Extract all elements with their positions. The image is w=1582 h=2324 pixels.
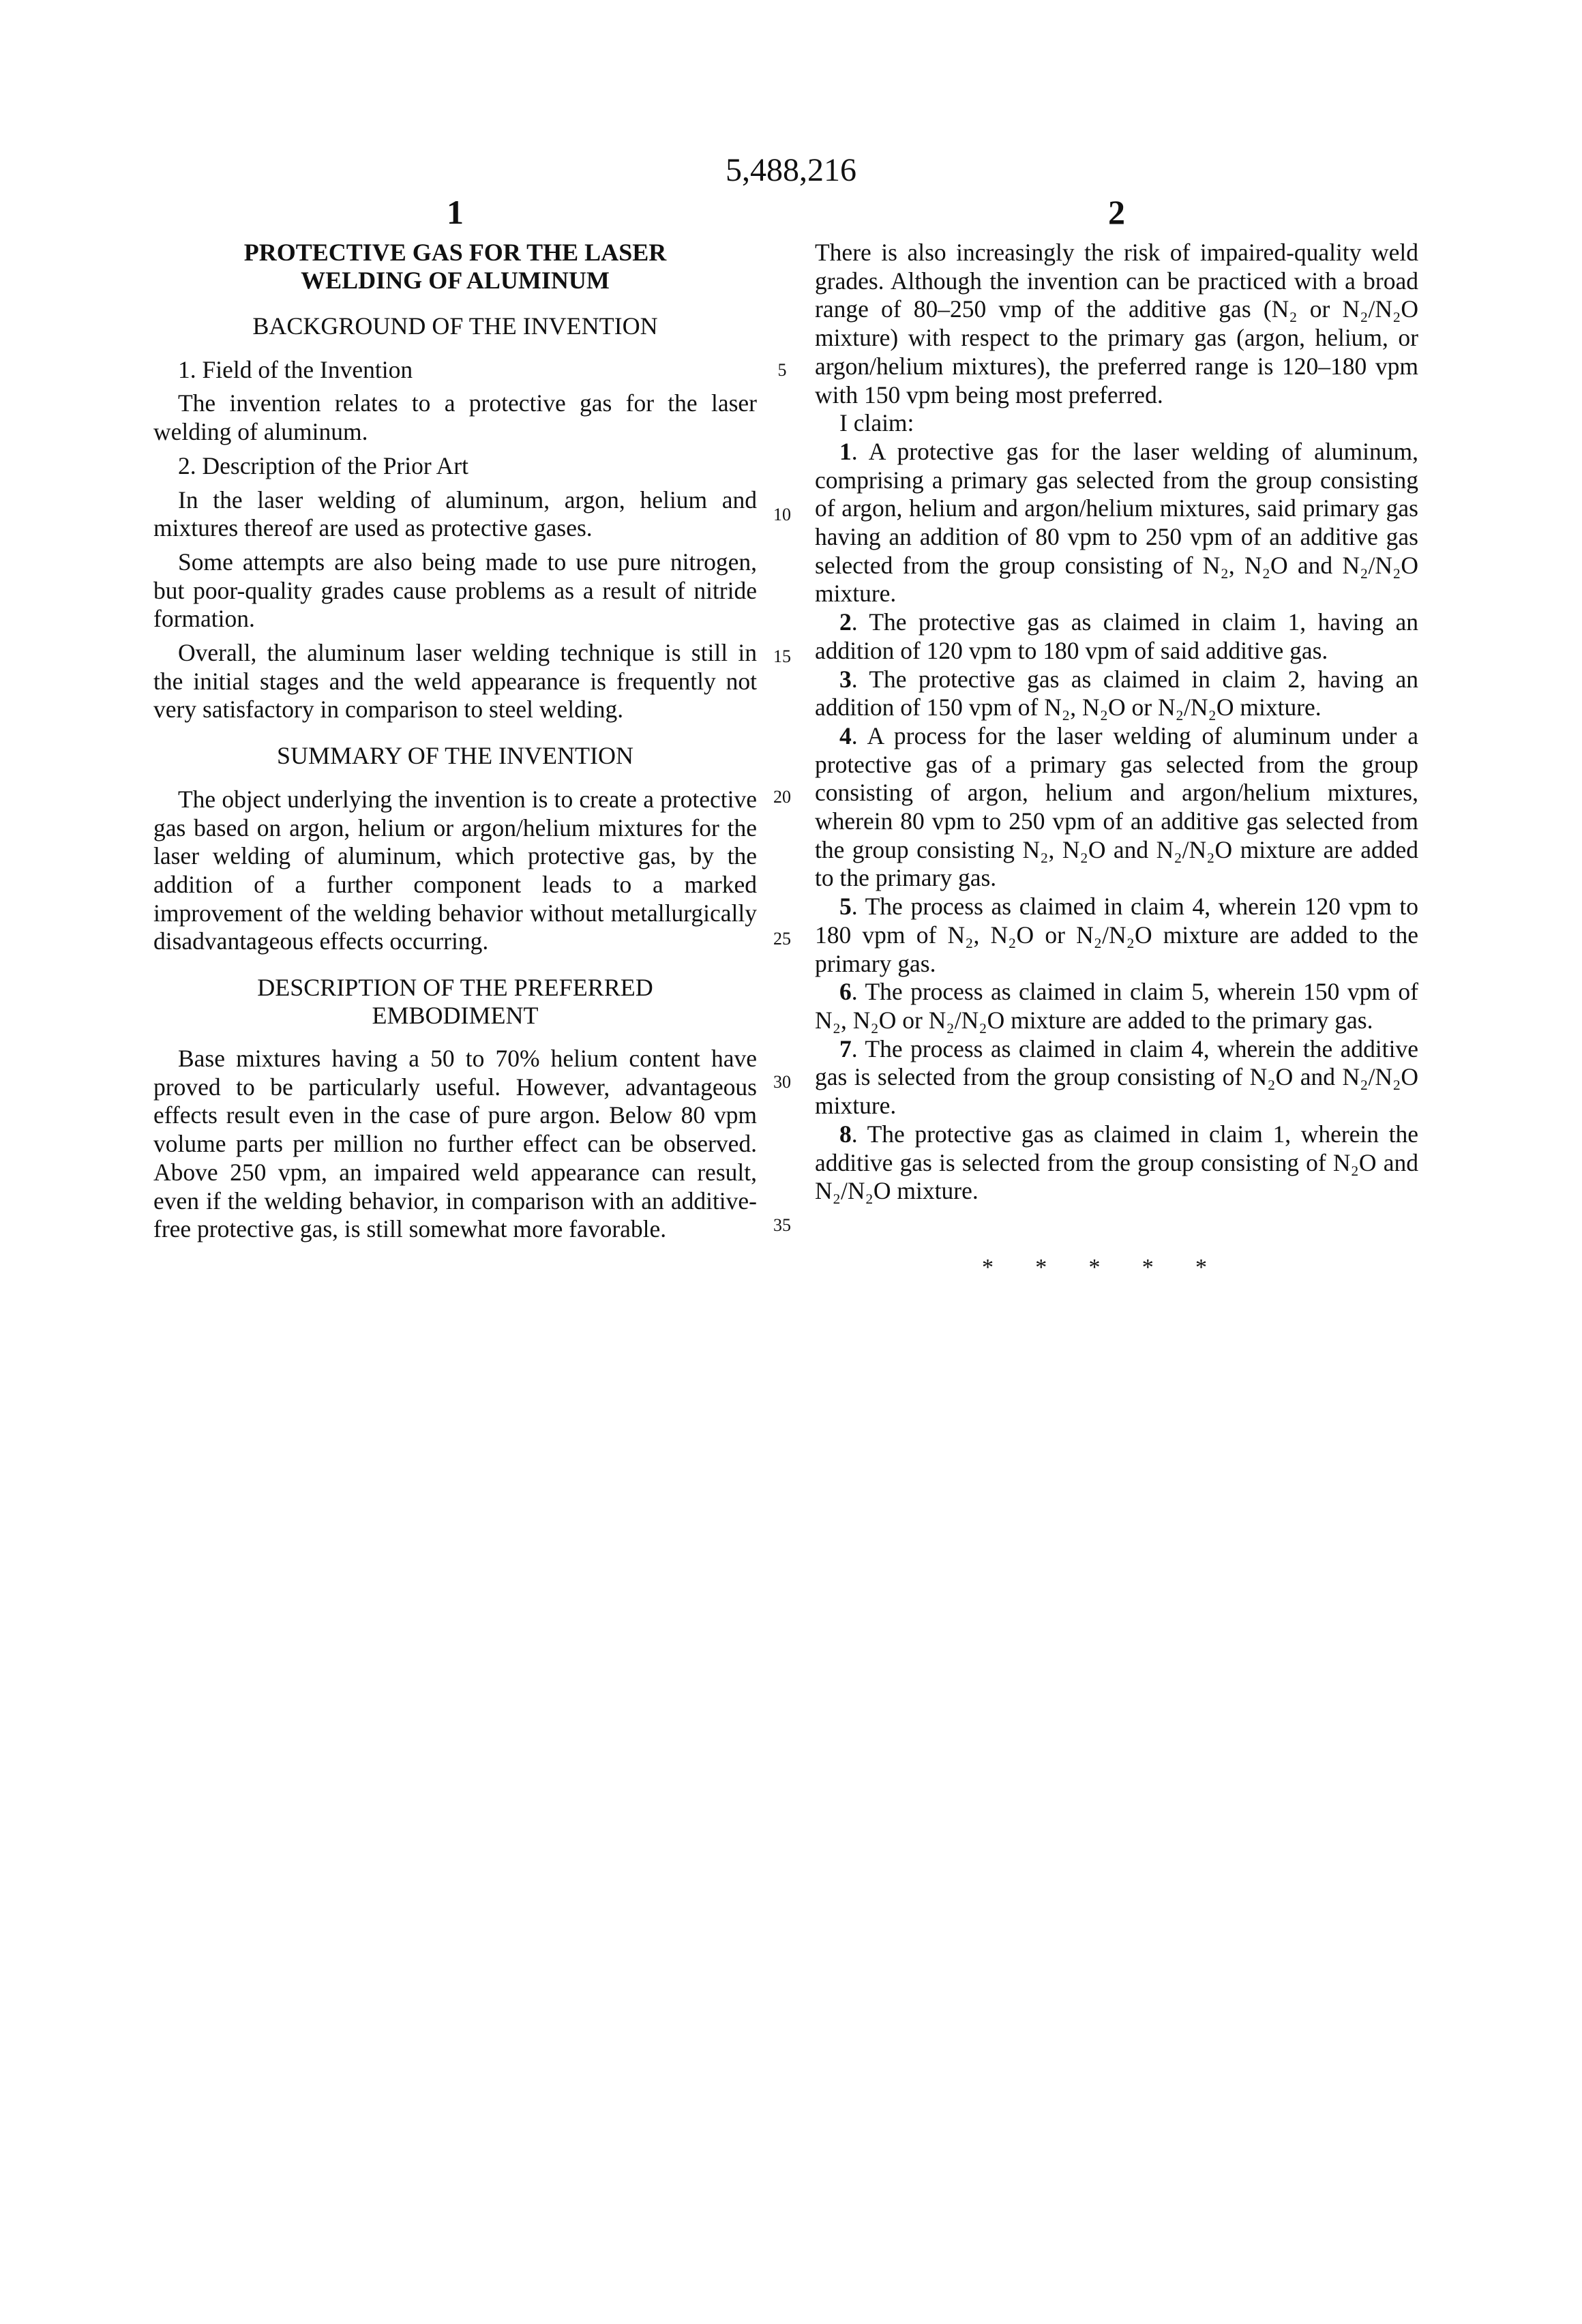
heading-summary: SUMMARY OF THE INVENTION [153, 742, 757, 771]
claim-text: . The protective gas as claimed in claim 1, having an addition of 120 vpm to 180 vpm of said additive gas. [815, 608, 1418, 664]
claim-number: 4 [839, 722, 852, 749]
column-2 [815, 239, 1418, 1206]
claim-6 [815, 978, 1418, 1034]
claim-number: 7 [839, 1035, 852, 1062]
claim-text: . The protective gas as claimed in claim 1, wherein the additive gas is selected from the group consisting of N₂O and N₂/N₂O mixture. [815, 1120, 1418, 1204]
paragraph: Some attempts are also being made to use pure nitrogen, but poor-quality grades cause problems as a result of nitride formation. [153, 548, 757, 634]
claim-text: . The process as claimed in claim 4, wherein 120 vpm to 180 vpm of N₂, N₂O or N₂/N₂O mixture are added to the primary gas. [815, 893, 1418, 977]
claim-5 [815, 893, 1418, 978]
patent-title: PROTECTIVE GAS FOR THE LASER WELDING OF ALUMINUM [153, 239, 757, 295]
column-number-2: 2 [815, 192, 1418, 232]
paragraph: In the laser welding of aluminum, argon, helium and mixtures thereof are used as protective gases. [153, 486, 757, 543]
asterisk: * [1089, 1255, 1101, 1281]
line-number: 5 [765, 360, 799, 381]
claim-text: . The process as claimed in claim 5, wherein 150 vpm of N₂, N₂O or N₂/N₂O mixture are added to the primary gas. [815, 978, 1418, 1034]
claim-number: 1 [839, 438, 852, 465]
claim-number: 6 [839, 978, 852, 1005]
asterisk: * [982, 1255, 994, 1281]
line-number: 20 [765, 787, 799, 807]
claim-text: . A protective gas for the laser welding of aluminum, comprising a primary gas selected from the group consisting of argon, helium and argon/helium mixtures, said primary gas having an addition of 80 vpm to 250 vpm of an additive gas selected from the group consisting of N₂, N₂O and N₂/N₂O mixture. [815, 438, 1418, 608]
column-1 [153, 239, 757, 1249]
paragraph: Overall, the aluminum laser welding technique is still in the initial stages and the weld appearance is frequently not very satisfactory in comparison to steel welding. [153, 639, 757, 724]
paragraph: Base mixtures having a 50 to 70% helium content have proved to be particularly useful. However, advantageous effects result even in the case of pure argon. Below 80 vpm volume parts per million no further effect can be observed. Above 250 vpm, an impaired weld appearance can result, even if the welding behavior, in comparison with an additive-free protective gas, is still somewhat more favorable. [153, 1045, 757, 1244]
patent-number: 5,488,216 [0, 151, 1582, 189]
claims-intro: I claim: [815, 409, 1418, 438]
claim-1 [815, 438, 1418, 608]
asterisk: * [1142, 1255, 1154, 1281]
claim-text: . The protective gas as claimed in claim 2, having an addition of 150 vpm of N₂, N₂O or N₂/N₂O mixture. [815, 666, 1418, 721]
claim-text: . A process for the laser welding of aluminum under a protective gas of a primary gas selected from the group consisting of argon, helium and argon/helium mixtures, wherein 80 vpm to 250 vpm of an additive gas selected from the group consisting N₂, N₂O and N₂/N₂O mixture are added to the primary gas. [815, 722, 1418, 892]
end-marks [982, 1255, 1207, 1281]
heading-background: BACKGROUND OF THE INVENTION [153, 312, 757, 341]
subheading-field: 1. Field of the Invention [153, 356, 757, 385]
claim-text: . The process as claimed in claim 4, wherein the additive gas is selected from the group consisting of N₂O and N₂/N₂O mixture. [815, 1035, 1418, 1119]
claim-2 [815, 608, 1418, 665]
column-number-1: 1 [153, 192, 757, 232]
paragraph: The object underlying the invention is to create a protective gas based on argon, helium or argon/helium mixtures for the laser welding of aluminum, which protective gas, by the addition of a further component leads to a marked improvement of the welding behavior without metallurgically disadvantageous effects occurring. [153, 786, 757, 956]
subheading-prior-art: 2. Description of the Prior Art [153, 452, 757, 481]
heading-description: DESCRIPTION OF THE PREFERRED EMBODIMENT [153, 974, 757, 1030]
line-number: 15 [765, 646, 799, 667]
claim-number: 3 [839, 666, 852, 693]
line-number: 25 [765, 929, 799, 949]
paragraph: The invention relates to a protective gas for the laser welding of aluminum. [153, 389, 757, 446]
claim-number: 5 [839, 893, 852, 920]
asterisk: * [1035, 1255, 1047, 1281]
paragraph: There is also increasingly the risk of impaired-quality weld grades. Although the invention can be practiced with a broad range of 80–250 vmp of the additive gas (N₂ or N₂/N₂O mixture) with respect to the primary gas (argon, helium, or argon/helium mixtures), the preferred range is 120–180 vpm with 150 vpm being most preferred. [815, 239, 1418, 409]
claim-number: 2 [839, 608, 852, 636]
line-number: 35 [765, 1215, 799, 1236]
line-number: 10 [765, 505, 799, 525]
line-number: 30 [765, 1072, 799, 1092]
claim-8 [815, 1120, 1418, 1206]
claim-number: 8 [839, 1120, 852, 1148]
claim-3 [815, 666, 1418, 722]
claim-7 [815, 1035, 1418, 1120]
claim-4 [815, 722, 1418, 893]
asterisk: * [1195, 1255, 1207, 1281]
